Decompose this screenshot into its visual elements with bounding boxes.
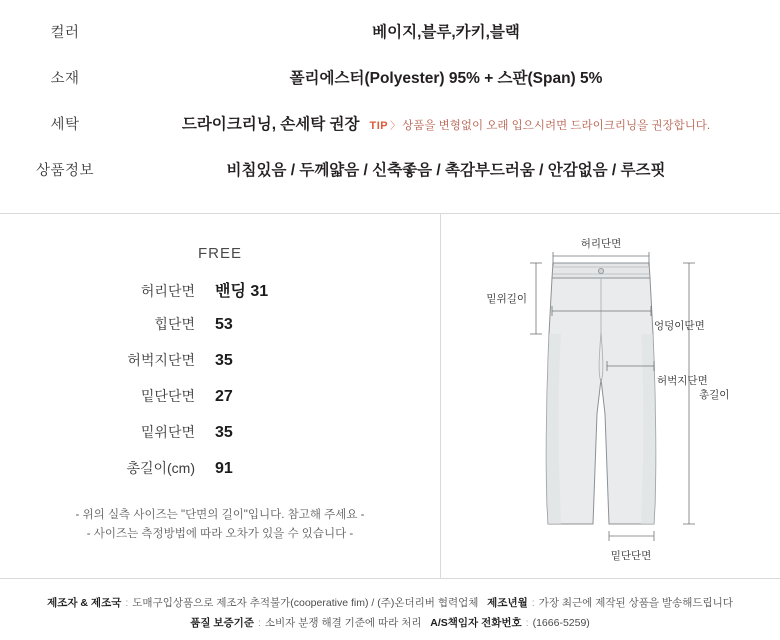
label-total-length: 총길이	[699, 389, 730, 401]
spec-row-material	[0, 66, 780, 112]
size-row-label: 밑위단면	[140, 424, 195, 440]
footer-value-warranty: 소비자 분쟁 해결 기준에 따라 처리	[264, 616, 422, 629]
footer-value-manufacturer: 도매구입상품으로 제조자 추적불가(cooperative fim) / (주)온더리버 협력업체	[132, 597, 479, 609]
spec-label-material: 소재	[50, 71, 80, 87]
label-waist: 허리단면	[580, 238, 622, 250]
size-row-label: 힙단면	[154, 316, 195, 332]
footer-info	[0, 579, 780, 634]
spec-table	[0, 0, 780, 204]
size-row-value: 27	[215, 388, 233, 405]
spec-value-washing	[130, 112, 780, 134]
size-row	[0, 278, 440, 314]
spec-value-color: 베이지,블루,카키,블랙	[372, 24, 520, 41]
footer-sep: :	[531, 597, 535, 609]
size-row-value: 91	[215, 460, 233, 477]
footer-value-manufacture-date: 가장 최근에 제작된 상품을 발송해드립니다	[538, 597, 733, 609]
footer-label-as-contact: A/S책임자 전화번호	[430, 616, 522, 629]
spec-row-washing	[0, 112, 780, 158]
tip-note-text: 상품을 변형없이 오래 입으시려면 드라이크리닝을 권장합니다.	[402, 120, 711, 132]
size-row-label: 밑단단면	[140, 388, 195, 404]
spec-row-info	[0, 158, 780, 204]
size-row-value: 53	[215, 316, 233, 333]
footer-line-2	[0, 614, 780, 634]
spec-value-material: 폴리에스터(Polyester) 95% + 스판(Span) 5%	[289, 70, 603, 87]
label-hem: 밑단단면	[610, 550, 652, 562]
label-thigh: 허벅지단면	[657, 375, 708, 387]
size-row	[0, 458, 440, 494]
size-rows	[0, 278, 440, 494]
pants-diagram	[441, 214, 780, 578]
pants-illustration	[546, 263, 656, 524]
spec-label-info: 상품정보	[35, 163, 95, 179]
size-row-label: 허리단면	[140, 283, 195, 299]
size-row	[0, 422, 440, 458]
tip-badge: TIP	[369, 120, 389, 132]
size-notes	[0, 506, 440, 544]
spec-label-washing: 세탁	[50, 117, 80, 133]
footer-label-warranty: 품질 보증기준	[190, 616, 254, 629]
footer-sep: :	[525, 616, 529, 629]
footer-label-manufacture-date: 제조년월	[487, 597, 528, 609]
size-row	[0, 350, 440, 386]
footer-label-manufacturer: 제조자 & 제조국	[47, 597, 122, 609]
size-note-2: - 사이즈는 측정방법에 따라 오차가 있을 수 있습니다 -	[86, 527, 354, 540]
washing-tip	[369, 117, 710, 133]
footer-line-1	[0, 594, 780, 614]
tip-chevron-icon: 〉	[390, 121, 401, 132]
size-row-value: 35	[215, 424, 233, 441]
label-rise: 밑위길이	[486, 293, 527, 305]
size-row-label: 허벅지단면	[127, 352, 195, 368]
size-row-label: 총길이(cm)	[126, 460, 195, 476]
size-row-value: 밴딩 31	[215, 283, 269, 300]
size-title: FREE	[197, 245, 242, 262]
size-row	[0, 314, 440, 350]
footer-sep: :	[257, 616, 261, 629]
size-table-panel	[0, 214, 440, 578]
washing-text: 드라이크리닝, 손세탁 권장	[181, 116, 360, 133]
footer-sep: :	[125, 597, 129, 609]
spec-value-info: 비침있음 / 두께얇음 / 신축좋음 / 촉감부드러움 / 안감없음 / 루즈핏	[226, 162, 666, 179]
label-hip: 엉덩이단면	[654, 320, 705, 332]
size-row-value: 35	[215, 352, 233, 369]
footer-value-as-contact: (1666-5259)	[532, 616, 590, 629]
measurement-diagram-panel	[441, 214, 780, 578]
spec-row-color	[0, 20, 780, 66]
size-note-1: - 위의 실측 사이즈는 "단면의 길이"입니다. 참고해 주세요 -	[75, 509, 365, 521]
size-row	[0, 386, 440, 422]
spec-label-color: 컬러	[50, 25, 80, 41]
